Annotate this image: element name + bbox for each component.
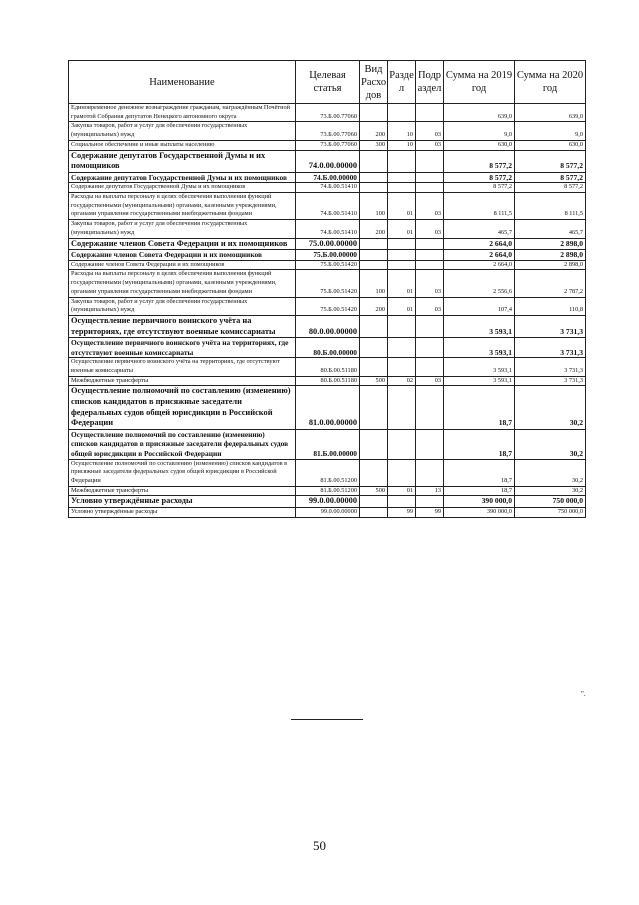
row-podrazdel [416,250,444,261]
budget-table [68,60,586,518]
table-row [69,270,586,297]
row-sum-2020: 8 577,2 [515,150,586,172]
row-sum-2019: 3 593,1 [444,358,515,376]
row-podrazdel [416,315,444,337]
row-code: 99.0.00.00000 [296,507,360,517]
row-vid: 200 [360,297,388,315]
row-vid [360,238,388,250]
header-row [69,61,586,104]
row-name: Осуществление полномочий по составлению (изменению) списков кандидатов в присяжные заседатели федеральных судов общей юрисдикции в Российской Федерации [69,386,296,429]
row-sum-2019: 390 000,0 [444,507,515,517]
row-code: 81.Б.00.00000 [296,429,360,459]
row-sum-2019: 390 000,0 [444,496,515,508]
row-code: 80.Б.00.51180 [296,358,360,376]
row-code: 74.0.00.00000 [296,150,360,172]
row-code: 73.Б.00.77060 [296,122,360,140]
row-vid [360,183,388,193]
row-name: Единовременное денежное вознаграждение гражданам, награждённым Почётной грамотой Собрания депутатов Ненецкого автономного округа [69,104,296,122]
row-razdel [388,238,416,250]
row-vid: 500 [360,376,388,386]
row-podrazdel: 03 [416,193,444,220]
row-podrazdel: 03 [416,122,444,140]
row-sum-2019: 8 577,2 [444,172,515,183]
row-razdel: 02 [388,376,416,386]
row-name: Условно утверждённые расходы [69,507,296,517]
row-sum-2020: 3 731,3 [515,376,586,386]
row-code: 75.Б.00.51420 [296,260,360,270]
row-podrazdel: 03 [416,270,444,297]
row-code: 80.0.00.00000 [296,315,360,337]
row-vid: 200 [360,122,388,140]
table-row [69,140,586,150]
table-row [69,486,586,496]
row-podrazdel [416,260,444,270]
row-sum-2020: 3 731,3 [515,315,586,337]
row-razdel: 01 [388,220,416,238]
row-sum-2019: 8 577,2 [444,150,515,172]
page-number: 50 [313,838,326,853]
row-razdel [388,183,416,193]
row-sum-2019: 9,0 [444,122,515,140]
row-vid [360,507,388,517]
table-row [69,358,586,376]
row-name: Осуществление полномочий по составлению (изменению) списков кандидатов в присяжные заседатели федеральных судов общей юрисдикции в Российской Федерации [69,459,296,486]
row-razdel [388,260,416,270]
row-razdel: 99 [388,507,416,517]
row-podrazdel: 13 [416,486,444,496]
table-row [69,250,586,261]
row-sum-2020: 30,2 [515,429,586,459]
row-razdel: 01 [388,270,416,297]
table-row [69,183,586,193]
row-sum-2020: 2 898,0 [515,238,586,250]
row-vid [360,104,388,122]
row-vid [360,496,388,508]
row-podrazdel: 03 [416,297,444,315]
row-sum-2019: 639,0 [444,104,515,122]
row-vid: 100 [360,193,388,220]
row-vid [360,338,388,358]
row-podrazdel [416,238,444,250]
header-sum-2020: Сумма на 2020 год [515,61,586,104]
table-row [69,386,586,429]
table-row [69,150,586,172]
row-code: 81.Б.00.51200 [296,486,360,496]
row-name: Содержание членов Совета Федерации и их помощников [69,250,296,261]
row-sum-2020: 2 898,0 [515,260,586,270]
row-podrazdel: 99 [416,507,444,517]
row-sum-2019: 18,7 [444,429,515,459]
row-razdel: 10 [388,140,416,150]
row-name: Содержание депутатов Государственной Думы и их помощников [69,150,296,172]
row-sum-2020: 465,7 [515,220,586,238]
row-podrazdel: 03 [416,220,444,238]
row-sum-2019: 630,0 [444,140,515,150]
row-name: Содержание депутатов Государственной Думы и их помощников [69,172,296,183]
row-sum-2019: 8 111,5 [444,193,515,220]
row-podrazdel: 03 [416,376,444,386]
row-code: 74.Б.00.51410 [296,183,360,193]
table-row [69,122,586,140]
row-name: Содержание членов Совета Федерации и их помощников [69,260,296,270]
row-podrazdel [416,358,444,376]
row-razdel [388,104,416,122]
table-row [69,507,586,517]
row-razdel [388,386,416,429]
row-vid [360,260,388,270]
row-razdel [388,250,416,261]
row-name: Осуществление первичного воинского учёта на территориях, где отсутствуют военные комиссариаты [69,315,296,337]
row-razdel [388,172,416,183]
row-razdel [388,358,416,376]
row-podrazdel [416,429,444,459]
row-name: Расходы на выплаты персоналу в целях обеспечения выполнения функций государственными (муниципальными) органами, казенными учреждениями, органами управления государственными внебюджетными фондами [69,270,296,297]
row-code: 74.Б.00.51410 [296,220,360,238]
row-code: 99.0.00.00000 [296,496,360,508]
row-razdel: 01 [388,486,416,496]
row-razdel [388,429,416,459]
row-code: 73.Б.00.77060 [296,104,360,122]
row-sum-2019: 3 593,1 [444,315,515,337]
row-podrazdel [416,386,444,429]
row-sum-2020: 3 731,3 [515,358,586,376]
closing-quote-mark: ". [581,690,586,698]
row-code: 75.Б.00.51420 [296,270,360,297]
row-vid [360,358,388,376]
row-name: Межбюджетные трансферты [69,376,296,386]
row-sum-2020: 8 111,5 [515,193,586,220]
header-vid: Вид Расхо дов [360,61,388,104]
table-row [69,459,586,486]
row-razdel: 01 [388,193,416,220]
row-sum-2020: 30,2 [515,486,586,496]
row-code: 81.0.00.00000 [296,386,360,429]
table-row [69,376,586,386]
row-code: 75.0.00.00000 [296,238,360,250]
table-row [69,104,586,122]
row-sum-2020: 8 577,2 [515,172,586,183]
row-name: Содержание депутатов Государственной Думы и их помощников [69,183,296,193]
row-vid [360,459,388,486]
row-name: Социальное обеспечение и иные выплаты населению [69,140,296,150]
header-name: Наименование [69,61,296,104]
table-row [69,429,586,459]
row-code: 80.Б.00.51180 [296,376,360,386]
row-sum-2020: 2 787,2 [515,270,586,297]
row-podrazdel [416,150,444,172]
table-row [69,315,586,337]
row-sum-2019: 2 556,6 [444,270,515,297]
row-sum-2019: 107,4 [444,297,515,315]
row-razdel: 01 [388,297,416,315]
row-code: 73.Б.00.77060 [296,140,360,150]
row-razdel [388,150,416,172]
row-sum-2019: 465,7 [444,220,515,238]
header-code: Целевая статья [296,61,360,104]
row-sum-2020: 630,0 [515,140,586,150]
row-code: 75.Б.00.00000 [296,250,360,261]
row-razdel [388,459,416,486]
table-row [69,260,586,270]
header-podrazdel: Подр аздел [416,61,444,104]
row-sum-2020: 639,0 [515,104,586,122]
row-name: Осуществление полномочий по составлению (изменению) списков кандидатов в присяжные заседатели федеральных судов общей юрисдикции в Российской Федерации [69,429,296,459]
row-code: 75.Б.00.51420 [296,297,360,315]
row-podrazdel [416,496,444,508]
row-sum-2019: 2 664,0 [444,250,515,261]
table-body [69,104,586,518]
row-sum-2020: 750 000,0 [515,496,586,508]
row-name: Закупка товаров, работ и услуг для обеспечения государственных (муниципальных) нужд [69,122,296,140]
table-row [69,496,586,508]
row-vid [360,150,388,172]
row-sum-2020: 3 731,3 [515,338,586,358]
row-vid [360,250,388,261]
row-sum-2020: 8 577,2 [515,183,586,193]
row-name: Расходы на выплаты персоналу в целях обеспечения выполнения функций государственными (муниципальными) органами, казенными учреждениями, органами управления государственными внебюджетными фондами [69,193,296,220]
row-vid: 300 [360,140,388,150]
row-name: Закупка товаров, работ и услуг для обеспечения государственных (муниципальных) нужд [69,220,296,238]
row-vid [360,386,388,429]
row-sum-2019: 18,7 [444,386,515,429]
row-name: Содержание членов Совета Федерации и их помощников [69,238,296,250]
row-vid [360,315,388,337]
row-code: 81.Б.00.51200 [296,459,360,486]
row-name: Условно утверждённые расходы [69,496,296,508]
footer-divider [291,719,363,720]
row-sum-2020: 110,8 [515,297,586,315]
row-razdel [388,338,416,358]
row-vid [360,429,388,459]
row-code: 80.Б.00.00000 [296,338,360,358]
row-sum-2019: 3 593,1 [444,338,515,358]
table-row [69,238,586,250]
row-podrazdel: 03 [416,140,444,150]
row-sum-2020: 9,0 [515,122,586,140]
row-sum-2019: 18,7 [444,459,515,486]
table-row [69,338,586,358]
row-sum-2020: 30,2 [515,459,586,486]
row-vid: 500 [360,486,388,496]
row-podrazdel [416,172,444,183]
row-sum-2019: 8 577,2 [444,183,515,193]
row-name: Закупка товаров, работ и услуг для обеспечения государственных (муниципальных) нужд [69,297,296,315]
row-razdel [388,496,416,508]
row-sum-2020: 2 898,0 [515,250,586,261]
row-sum-2019: 2 664,0 [444,238,515,250]
row-name: Межбюджетные трансферты [69,486,296,496]
row-code: 74.Б.00.51410 [296,193,360,220]
row-sum-2019: 2 664,0 [444,260,515,270]
row-sum-2020: 30,2 [515,386,586,429]
row-sum-2020: 750 000,0 [515,507,586,517]
row-vid: 100 [360,270,388,297]
row-code: 74.Б.00.00000 [296,172,360,183]
row-podrazdel [416,459,444,486]
row-name: Осуществление первичного воинского учёта на территориях, где отсутствуют военные комиссариаты [69,358,296,376]
row-sum-2019: 18,7 [444,486,515,496]
table-row [69,220,586,238]
row-podrazdel [416,338,444,358]
row-podrazdel [416,104,444,122]
row-razdel: 10 [388,122,416,140]
header-razdel: Разде л [388,61,416,104]
row-sum-2019: 3 593,1 [444,376,515,386]
row-razdel [388,315,416,337]
row-vid [360,172,388,183]
row-vid: 200 [360,220,388,238]
table-row [69,297,586,315]
row-podrazdel [416,183,444,193]
table-row [69,172,586,183]
header-sum-2019: Сумма на 2019 год [444,61,515,104]
row-name: Осуществление первичного воинского учёта на территориях, где отсутствуют военные комиссариаты [69,338,296,358]
table-row [69,193,586,220]
